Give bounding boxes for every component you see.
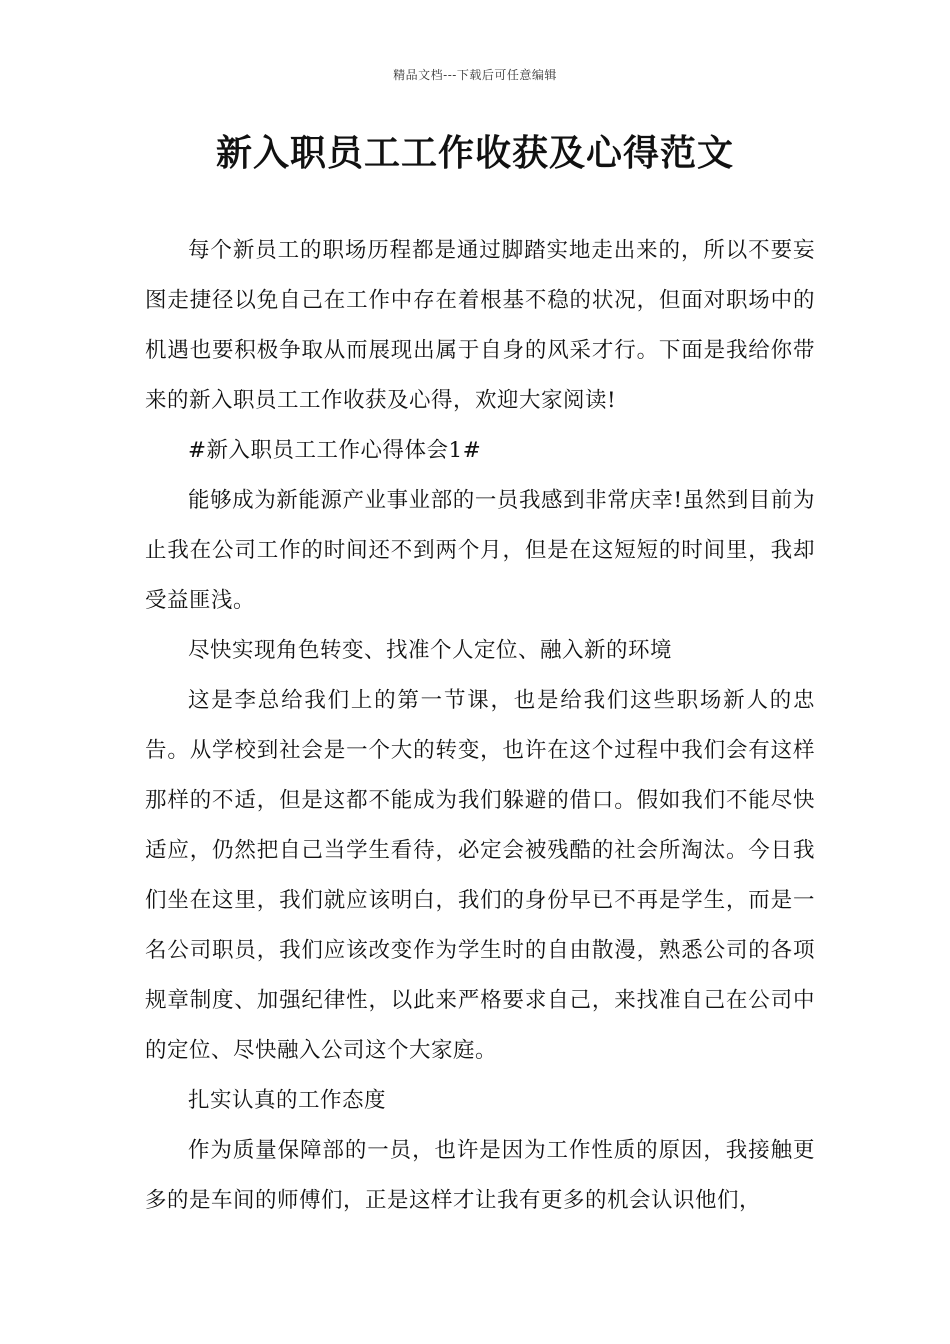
body-paragraph: 能够成为新能源产业事业部的一员我感到非常庆幸!虽然到目前为止我在公司工作的时间还不到两个月，但是在这短短的时间里，我却受益匪浅。 <box>145 488 815 613</box>
header-note: 精品文档---下载后可任意编辑 <box>393 68 557 82</box>
body-paragraph: 作为质量保障部的一员，也许是因为工作性质的原因，我接触更多的是车间的师傅们，正是这样才让我有更多的机会认识他们， <box>145 1138 815 1213</box>
subheading-role-change: 尽快实现角色转变、找准个人定位、融入新的环境 <box>188 638 673 663</box>
section-heading-1: #新入职员工工作心得体会1# <box>188 438 482 463</box>
intro-paragraph: 每个新员工的职场历程都是通过脚踏实地走出来的，所以不要妄图走捷径以免自己在工作中存在着根基不稳的状况，但面对职场中的机遇也要积极争取从而展现出属于自身的风采才行。下面是我给你带来的新入职员工工作收获及心得，欢迎大家阅读! <box>145 238 815 413</box>
subheading-work-attitude: 扎实认真的工作态度 <box>188 1088 387 1113</box>
document-body <box>145 226 815 1226</box>
document-title: 新入职员工工作收获及心得范文 <box>215 132 734 174</box>
body-paragraph: 这是李总给我们上的第一节课，也是给我们这些职场新人的忠告。从学校到社会是一个大的转变，也许在这个过程中我们会有这样那样的不适，但是这都不能成为我们躲避的借口。假如我们不能尽快适应，仍然把自己当学生看待，必定会被残酷的社会所淘汰。今日我们坐在这里，我们就应该明白，我们的身份早已不再是学生，而是一名公司职员，我们应该改变作为学生时的自由散漫，熟悉公司的各项规章制度、加强纪律性，以此来严格要求自己，来找准自己在公司中的定位、尽快融入公司这个大家庭。 <box>145 688 815 1063</box>
